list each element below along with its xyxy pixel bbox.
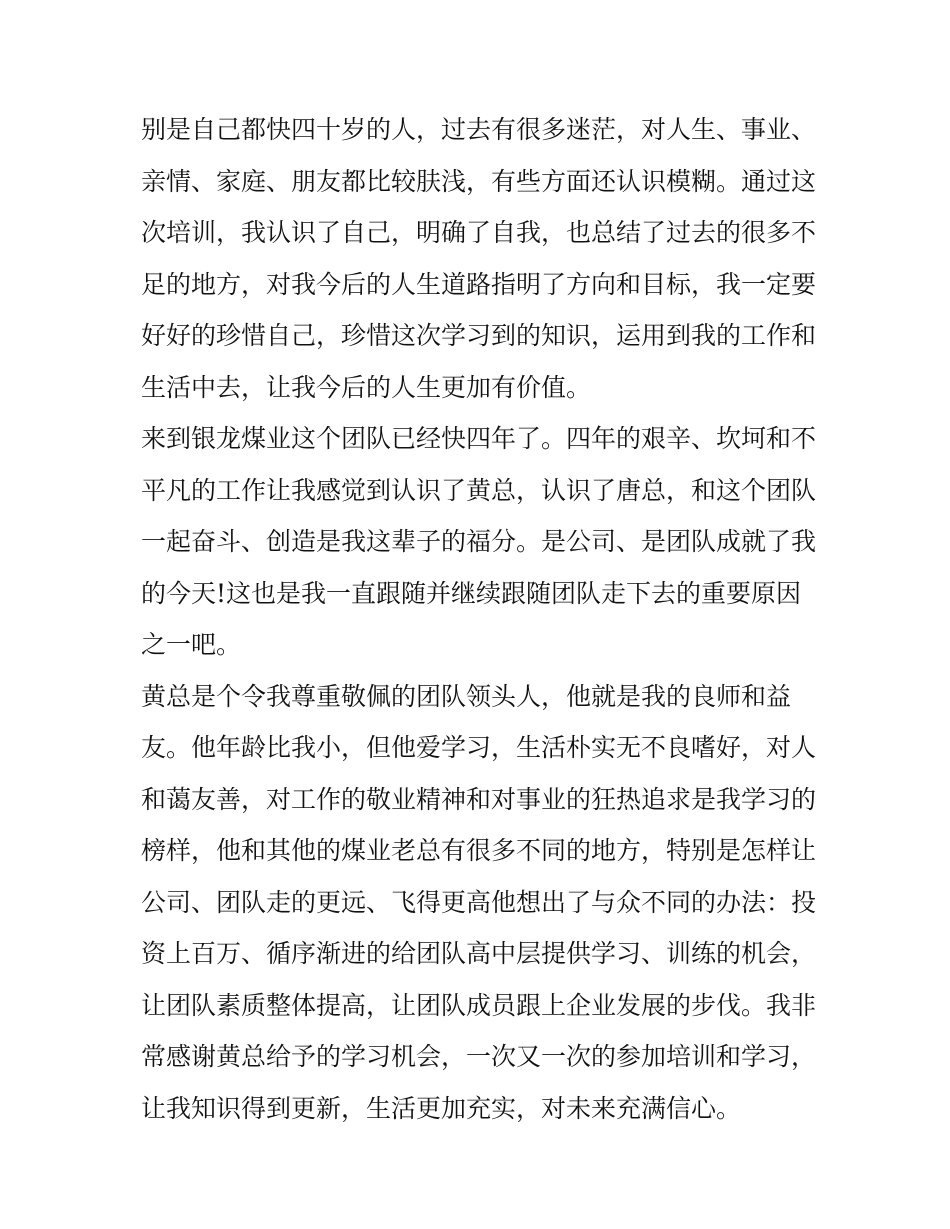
text-line: 平凡的工作让我感觉到认识了黄总，认识了唐总，和这个团队 [141,475,817,505]
text-line: 的今天!这也是我一直跟随并继续跟随团队走下去的重要原因 [141,578,802,608]
text-line: 公司、团队走的更远、飞得更高他想出了与众不同的办法：投 [141,887,817,917]
text-line: 生活中去，让我今后的人生更加有价值。 [141,372,592,402]
text-line: 常感谢黄总给予的学习机会，一次又一次的参加培训和学习， [141,1042,817,1071]
text-line: 让团队素质整体提高，让团队成员跟上企业发展的步伐。我非 [141,990,817,1020]
text-line: 之一吧。 [141,630,242,659]
text-line: 和蔼友善，对工作的敬业精神和对事业的狂热追求是我学习的 [141,784,817,814]
text-line: 让我知识得到更新，生活更加充实，对未来充满信心。 [141,1093,742,1123]
text-line: 好好的珍惜自己，珍惜这次学习到的知识，运用到我的工作和 [141,321,817,350]
text-line: 一起奋斗、创造是我这辈子的福分。是公司、是团队成就了我 [141,527,817,556]
text-line: 黄总是个令我尊重敬佩的团队领头人，他就是我的良师和益 [141,681,792,711]
text-line: 别是自己都快四十岁的人，过去有很多迷茫，对人生、事业、 [141,115,817,144]
text-line: 榜样，他和其他的煤业老总有很多不同的地方，特别是怎样让 [141,836,817,865]
text-line: 亲情、家庭、朋友都比较肤浅，有些方面还认识模糊。通过这 [141,166,817,196]
text-line: 资上百万、循序渐进的给团队高中层提供学习、训练的机会， [141,939,817,968]
text-line: 次培训，我认识了自己，明确了自我，也总结了过去的很多不 [141,218,817,247]
text-line: 友。他年龄比我小，但他爱学习，生活朴实无不良嗜好，对人 [141,733,817,762]
document-body [141,104,821,1134]
text-line: 足的地方，对我今后的人生道路指明了方向和目标，我一定要 [141,269,817,299]
text-line: 来到银龙煤业这个团队已经快四年了。四年的艰辛、坎坷和不 [141,424,817,453]
